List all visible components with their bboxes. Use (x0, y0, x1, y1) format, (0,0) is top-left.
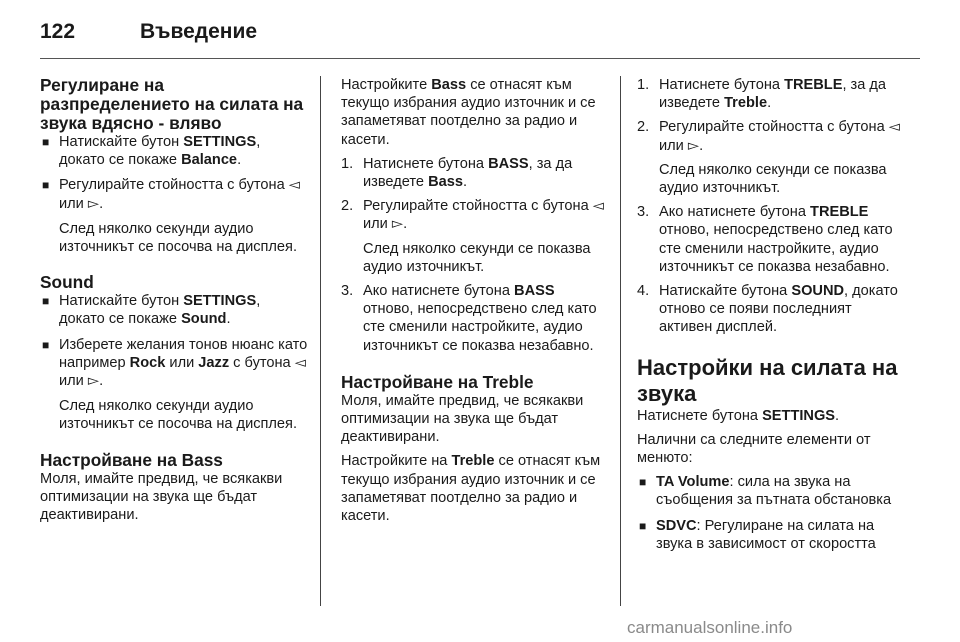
paragraph: След няколко секунди се показва аудио източникът. (363, 240, 591, 275)
key-term: Treble (451, 453, 495, 470)
bullet-icon: ■ (639, 518, 647, 533)
bullet-icon: ■ (639, 475, 647, 490)
key-term: SETTINGS (762, 407, 836, 424)
page-header (40, 12, 920, 56)
bullet-icon: ■ (42, 294, 50, 309)
step-item: 2. Регулирайте стойността с бутона ◅ или ▻. (637, 119, 900, 154)
key-term: SETTINGS (183, 293, 257, 310)
bullet-item: ■ Изберете желания тонов нюанс като например Rock или Jazz с бутона ◅ или ▻. (42, 336, 308, 390)
key-term: Bass (431, 77, 467, 93)
paragraph: Натиснете бутона SETTINGS. (637, 407, 840, 424)
paragraph: След няколко секунди аудио източникът се посочва на дисплея. (59, 398, 298, 433)
step-item: 3. Ако натиснете бутона TREBLE отново, непосредствено след като сте сменили настройките, аудио източникът се показва незабавно. (637, 204, 893, 275)
column-divider (620, 76, 621, 606)
section-heading: Настройване на Bass (40, 449, 223, 470)
key-term: Bass (428, 174, 463, 191)
paragraph: След няколко секунди се показва аудио източникът. (659, 161, 887, 197)
key-term: TA Volume (656, 474, 730, 491)
key-term: Sound (181, 311, 227, 328)
step-item: 1. Натиснете бутона TREBLE, за да изведете Treble. (637, 77, 887, 112)
chapter-title: Въведение (140, 20, 258, 43)
bullet-item: ■ SDVC: Регулиране на силата на звука в зависимост от скоростта (639, 517, 876, 552)
paragraph: След няколко секунди аудио източникът се посочва на дисплея. (59, 220, 298, 256)
key-term: SDVC (656, 517, 697, 534)
step-item: 3. Ако натиснете бутона BASS отново, непосредствено след като сте сменили настройките, аудио източникът се показва незабавно. (341, 283, 597, 354)
key-term: Rock (129, 354, 166, 371)
key-term: SOUND (791, 283, 845, 300)
key-term: SETTINGS (183, 134, 257, 150)
bullet-icon: ■ (42, 337, 50, 352)
paragraph: Настройките на Treble се отнасят към текущо избрания аудио източник и се запаметяват поотделно за радио и касети. (341, 453, 601, 525)
key-term: BASS (514, 283, 555, 300)
paragraph: Настройките Bass се отнасят към текущо избрания аудио източник и се запаметяват поотделно за радио и касети. (341, 77, 596, 148)
bullet-item: ■ Натискайте бутон SETTINGS, докато се покаже Balance. (42, 134, 261, 169)
page-number: 122 (40, 20, 76, 43)
step-number: 1. (637, 77, 650, 93)
bullet-item: ■ TA Volume: сила на звука на съобщения за пътната обстановка (639, 474, 892, 509)
watermark: carmanualsonline.info (627, 618, 793, 637)
bullet-item: ■ Регулирайте стойността с бутона ◅ или ▻. (42, 177, 300, 212)
header-rule (40, 58, 920, 59)
step-item: 4. Натискайте бутона SOUND, докато отново се появи последният активен дисплей. (637, 283, 898, 336)
column-divider (320, 76, 321, 606)
column-2 (341, 76, 606, 531)
bullet-icon: ■ (42, 135, 50, 149)
key-term: TREBLE (810, 204, 869, 221)
paragraph: Налични са следните елементи от менюто: (637, 431, 871, 467)
column-1 (40, 76, 310, 530)
section-heading: Sound (40, 272, 94, 293)
step-number: 4. (637, 283, 650, 300)
key-term: Balance (181, 152, 238, 169)
bullet-item: ■ Натискайте бутон SETTINGS, докато се покаже Sound. (42, 293, 261, 328)
step-number: 1. (341, 155, 354, 172)
step-number: 2. (341, 198, 354, 215)
key-term: Jazz (198, 354, 230, 371)
key-term: TREBLE (784, 77, 843, 93)
paragraph: Моля, имайте предвид, че всякакви оптимизации на звука ще бъдат деактивирани. (40, 470, 283, 524)
section-heading: Настройки на силата на звука (637, 354, 898, 406)
step-item: 1. Натиснете бутона BASS, за да изведете Bass. (341, 155, 573, 191)
step-number: 2. (637, 119, 650, 136)
column-3 (637, 76, 909, 560)
section-heading: Настройване на Treble (341, 371, 534, 392)
section-heading: Регулиране на разпределението на силата на звука вдясно - вляво (40, 75, 304, 133)
bullet-icon: ■ (42, 178, 50, 193)
step-item: 2. Регулирайте стойността с бутона ◅ или ▻. (341, 198, 604, 233)
step-number: 3. (341, 283, 354, 300)
key-term: BASS (488, 155, 529, 172)
key-term: Treble (724, 95, 768, 112)
step-number: 3. (637, 204, 650, 221)
paragraph: Моля, имайте предвид, че всякакви оптимизации на звука ще бъдат деактивирани. (341, 392, 584, 446)
